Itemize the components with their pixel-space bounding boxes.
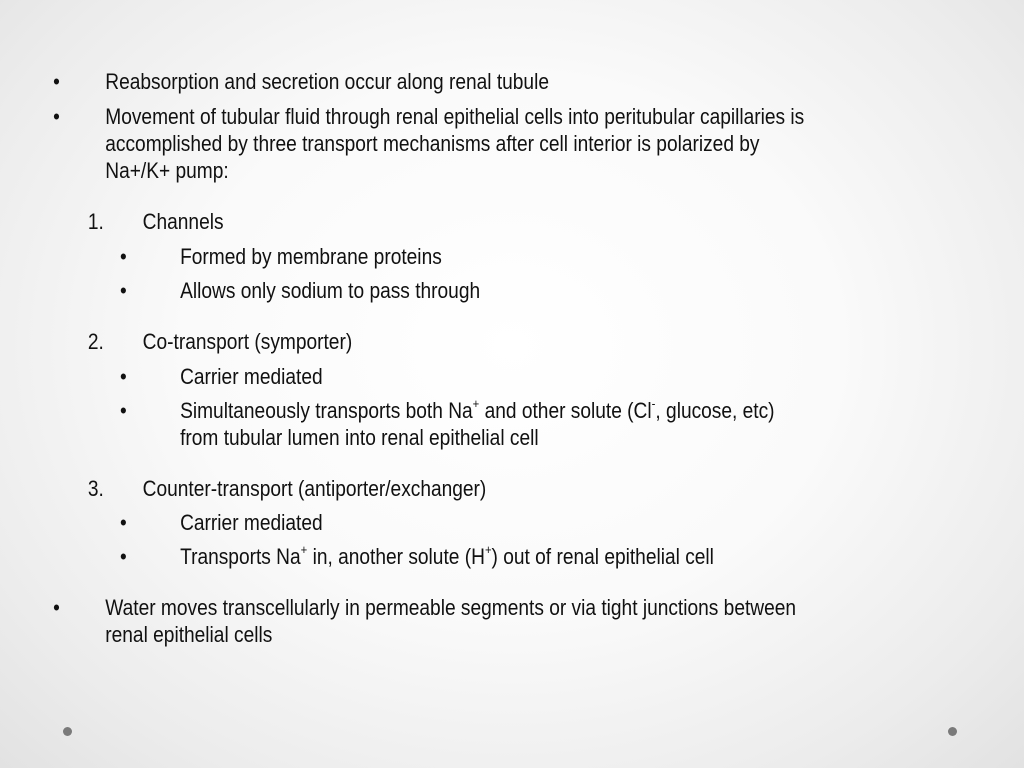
text-segment: and other solute (Cl	[479, 398, 652, 423]
text-segment: Simultaneously transports both Na	[180, 398, 473, 423]
point-text: Carrier mediated	[180, 510, 323, 535]
text-segment: , glucose, etc)	[655, 398, 775, 423]
bullet-text-line-1: Movement of tubular fluid through renal epithelial cells into peritubular capillaries is	[105, 104, 805, 129]
bullet-marker: •	[120, 364, 127, 389]
bullet-marker: •	[120, 398, 127, 423]
bullet-marker: •	[120, 244, 127, 269]
mechanism-title: Channels	[142, 209, 224, 234]
superscript-plus: +	[484, 541, 492, 557]
point-text-line-2: from tubular lumen into renal epithelial cell	[180, 425, 539, 450]
bullet-text-line-1: Water moves transcellularly in permeable segments or via tight junctions between	[105, 595, 797, 620]
bullet-text-line-2: accomplished by three transport mechanisms after cell interior is polarized by	[105, 131, 760, 156]
text-segment: Transports Na	[180, 544, 301, 569]
superscript-plus: +	[472, 395, 480, 411]
bullet-marker: •	[120, 544, 127, 569]
mechanism-title: Counter-transport (antiporter/exchanger)	[142, 476, 487, 501]
superscript-plus: +	[300, 541, 308, 557]
point-text	[180, 543, 714, 570]
mechanism-number: 1.	[87, 209, 104, 234]
decorative-dot-right	[948, 727, 957, 736]
point-text: Allows only sodium to pass through	[180, 278, 481, 303]
bullet-text-line-2: renal epithelial cells	[105, 622, 273, 647]
bullet-marker: •	[120, 278, 127, 303]
bullet-marker: •	[120, 510, 127, 535]
superscript-minus: -	[651, 395, 656, 411]
bullet-text: Reabsorption and secretion occur along renal tubule	[105, 69, 549, 94]
bullet-text-line-3: Na+/K+ pump:	[105, 158, 229, 183]
bullet-marker: •	[53, 595, 60, 620]
bullet-marker: •	[53, 104, 60, 129]
point-text: Carrier mediated	[180, 364, 323, 389]
mechanism-title: Co-transport (symporter)	[142, 329, 353, 354]
text-segment: ) out of renal epithelial cell	[491, 544, 714, 569]
bullet-marker: •	[53, 69, 60, 94]
point-text: Formed by membrane proteins	[180, 244, 442, 269]
decorative-dot-left	[63, 727, 72, 736]
text-segment: in, another solute (H	[307, 544, 485, 569]
mechanism-number: 2.	[87, 329, 104, 354]
point-text-line-1	[180, 397, 774, 424]
mechanism-number: 3.	[87, 476, 104, 501]
